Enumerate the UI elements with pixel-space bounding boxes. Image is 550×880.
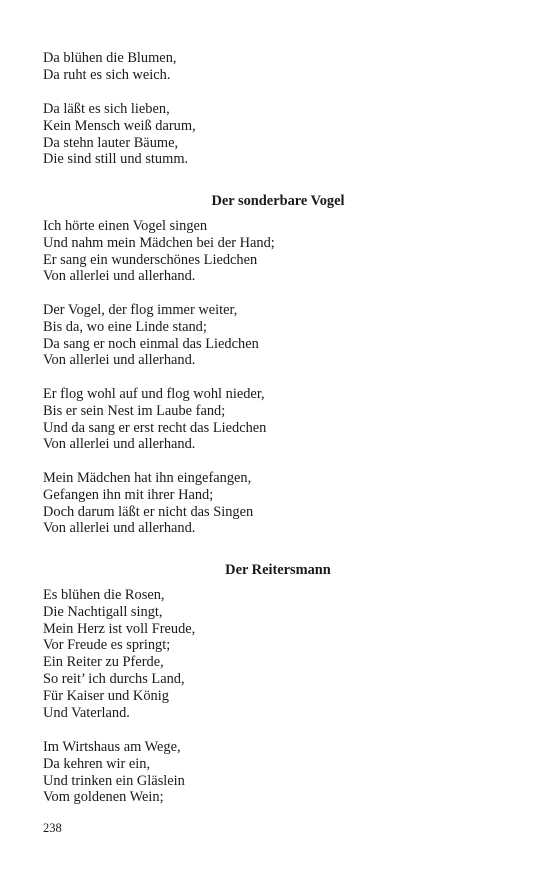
poem-2-stanza-1 [43, 587, 513, 721]
verse-line: Da läßt es sich lieben, [43, 101, 170, 117]
verse-line: Doch darum läßt er nicht das Singen [43, 503, 254, 520]
verse-line: Es blühen die Rosen, [43, 587, 165, 603]
verse-line: Die Nachtigall singt, [43, 603, 163, 620]
poem-1-stanza-1 [43, 218, 513, 285]
verse-line: So reit’ ich durchs Land, [43, 670, 185, 687]
verse-line: Er sang ein wunderschönes Liedchen [43, 251, 258, 268]
verse-line: Für Kaiser und König [43, 687, 169, 704]
verse-line: Gefangen ihn mit ihrer Hand; [43, 486, 214, 503]
verse-line: Von allerlei und allerhand. [43, 520, 196, 537]
verse-line: Kein Mensch weiß darum, [43, 117, 196, 134]
verse-line: Er flog wohl auf und flog wohl nieder, [43, 386, 265, 402]
verse-line: Bis da, wo eine Linde stand; [43, 318, 207, 335]
verse-line: Und trinken ein Gläslein [43, 772, 185, 789]
poem-2-stanza-2 [43, 739, 513, 806]
verse-line: Ich hörte einen Vogel singen [43, 218, 208, 234]
verse-line: Da blühen die Blumen, [43, 50, 177, 66]
poem-title: Der Reitersmann [225, 562, 331, 578]
verse-line: Da sang er noch einmal das Liedchen [43, 335, 259, 352]
poem-1-stanza-2 [43, 302, 513, 369]
verse-line: Und nahm mein Mädchen bei der Hand; [43, 234, 275, 251]
verse-line: Von allerlei und allerhand. [43, 352, 196, 369]
poem-title: Der sonderbare Vogel [211, 193, 345, 209]
verse-line: Und Vaterland. [43, 704, 130, 721]
verse-line: Mein Mädchen hat ihn eingefangen, [43, 470, 252, 486]
verse-line: Und da sang er erst recht das Liedchen [43, 419, 267, 436]
opening-stanza-1 [43, 50, 513, 84]
verse-line: Die sind still und stumm. [43, 151, 189, 168]
verse-line: Der Vogel, der flog immer weiter, [43, 302, 238, 318]
verse-line: Da kehren wir ein, [43, 755, 151, 772]
verse-line: Da stehn lauter Bäume, [43, 134, 179, 151]
opening-stanza-2 [43, 101, 513, 168]
verse-line: Von allerlei und allerhand. [43, 268, 196, 285]
verse-line: Von allerlei und allerhand. [43, 436, 196, 453]
page-number: 238 [43, 821, 62, 835]
verse-line: Ein Reiter zu Pferde, [43, 654, 164, 671]
verse-line: Mein Herz ist voll Freude, [43, 620, 196, 637]
poem-1-stanza-3 [43, 386, 513, 453]
verse-line: Im Wirtshaus am Wege, [43, 739, 181, 755]
verse-line: Da ruht es sich weich. [43, 66, 171, 83]
poem-1-stanza-4 [43, 470, 513, 537]
verse-line: Vor Freude es springt; [43, 637, 171, 654]
verse-line: Bis er sein Nest im Laube fand; [43, 402, 226, 419]
verse-line: Vom goldenen Wein; [43, 789, 164, 806]
